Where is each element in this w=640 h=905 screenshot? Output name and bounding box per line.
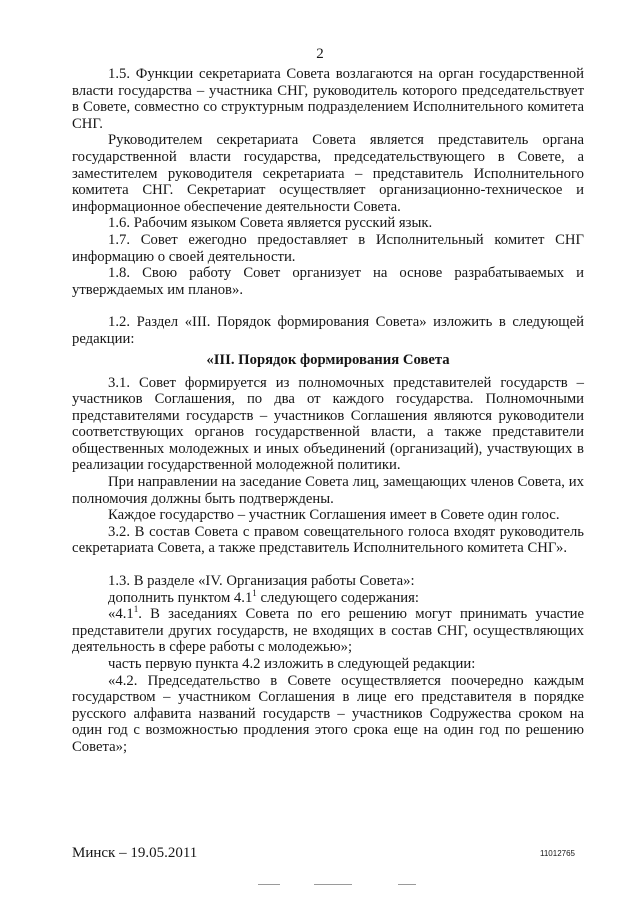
footer-place-date: Минск – 19.05.2011 <box>72 845 198 861</box>
paragraph-substitutes: При направлении на заседание Совета лиц, замещающих членов Совета, их полномочия должны быть подтверждены. <box>72 474 584 507</box>
paragraph-1-6: 1.6. Рабочим языком Совета является русский язык. <box>108 215 433 232</box>
paragraph-add-4-1-1: дополнить пунктом $4.1^1$ следующего содержания: <box>108 587 419 606</box>
paragraph-one-vote: Каждое государство – участник Соглашения имеет в Совете один голос. <box>108 507 560 524</box>
spacer <box>72 298 584 314</box>
paragraph-3-1: 3.1. Совет формируется из полномочных представителей государств – участников Соглашения, по два от каждого государства. Полномочными представителями государств – участников Соглашения являются руководители соответствующих органов государственной власти, а также представители общественных молодежных и иных объединений (организаций), участвующих в реализации государственной молодежной политики. <box>72 374 584 474</box>
paragraph-1-5: 1.5. Функции секретариата Совета возлагаются на орган государственной власти государства – участника СНГ, руководитель которого председательствует в Совете, совместно со структурным подразделением Исполнительного комитета СНГ. <box>72 66 584 132</box>
footer-document-number: 11012765 <box>540 849 575 858</box>
spacer <box>72 557 584 573</box>
paragraph-1-8: 1.8. Свою работу Совет организует на основе разрабатываемых и утверждаемых им планов». <box>72 265 584 298</box>
paragraph-1-7: 1.7. Совет ежегодно предоставляет в Исполнительный комитет СНГ информацию о своей деятельности. <box>72 231 584 265</box>
paragraph-1-3: 1.3. В разделе «IV. Организация работы Совета»: <box>108 573 415 590</box>
paragraph-4-2: «4.2. Председательство в Совете осуществляется поочередно каждым государством – участником Соглашения в лице его представителя в порядке русского алфавита названий государств – участников Содружества сроком на один год с возможностью продления этого срока еще на один год по решению Совета»; <box>72 672 584 755</box>
paragraph-3-2: 3.2. В состав Совета с правом совещательного голоса входят руководитель секретариата Совета, а также представитель Исполнительного комитета СНГ». <box>72 523 584 557</box>
paragraph-part-one-4-2: часть первую пункта 4.2 изложить в следующей редакции: <box>108 656 476 672</box>
paragraph-4-1-1: «$4.1^1$. В заседаниях Совета по его решению могут принимать участие представители других государств, не входящих в состав СНГ, осуществляющих деятельность в сфере работы с молодежью»; <box>72 604 584 656</box>
scan-artifacts <box>0 884 640 888</box>
section-heading: «III. Порядок формирования Совета <box>206 351 450 368</box>
page-number: 2 <box>316 46 324 62</box>
paragraph-1-2: 1.2. Раздел «III. Порядок формирования Совета» изложить в следующей редакции: <box>72 314 584 347</box>
paragraph-secretariat-head: Руководителем секретариата Совета является представитель органа государственной власти государства, председательствующего в Совете, а заместителем руководителя секретариата – представитель Исполнительного комитета СНГ. Секретариат осуществляет организационно-техническое и информационное обеспечение деятельности Совета. <box>72 132 584 215</box>
document-body <box>72 66 584 756</box>
